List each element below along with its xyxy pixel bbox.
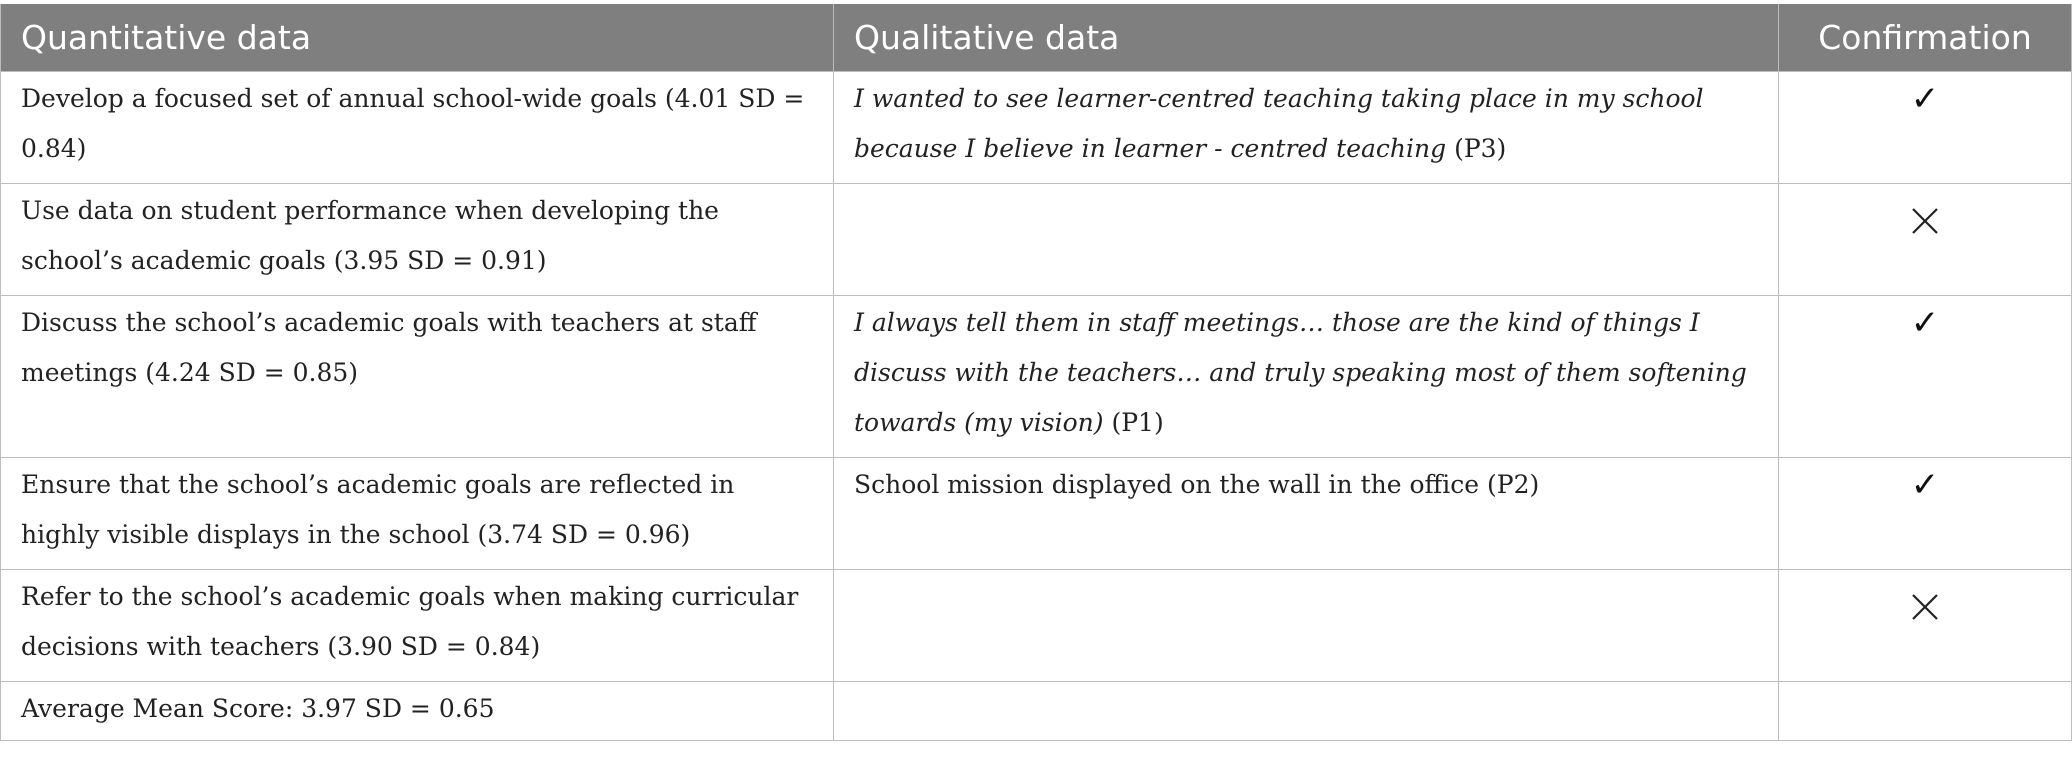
check-icon: ✓ (1910, 303, 1940, 343)
header-quantitative: Quantitative data (1, 4, 834, 72)
confirmation-cell (1779, 682, 2072, 741)
quantitative-cell: Refer to the school’s academic goals when making curricular decisions with teachers (3.90 SD = 0.84) (1, 570, 834, 682)
qualitative-cell (834, 682, 1779, 741)
table-header (1, 4, 2072, 72)
qualitative-cell (834, 184, 1779, 296)
table-row (1, 184, 2072, 296)
results-table (0, 4, 2072, 741)
qualitative-cell (834, 458, 1779, 570)
table-row (1, 72, 2072, 184)
cross-icon (1911, 588, 1939, 638)
qualitative-cell (834, 570, 1779, 682)
quantitative-cell: Use data on student performance when developing the school’s academic goals (3.95 SD = 0.91) (1, 184, 834, 296)
header-qualitative: Qualitative data (834, 4, 1779, 72)
quantitative-cell: Discuss the school’s academic goals with teachers at staff meetings (4.24 SD = 0.85) (1, 296, 834, 458)
table-body (1, 72, 2072, 741)
qualitative-reference: School mission displayed on the wall in the office (P2) (854, 470, 1540, 499)
confirmation-cell (1779, 458, 2072, 570)
qualitative-reference: (P1) (1103, 408, 1164, 437)
confirmation-cell (1779, 296, 2072, 458)
check-icon: ✓ (1910, 79, 1940, 119)
qualitative-cell (834, 296, 1779, 458)
check-icon: ✓ (1910, 465, 1940, 505)
header-row (1, 4, 2072, 72)
qualitative-quote: I wanted to see learner-centred teaching taking place in my school because I believe in learner - centred teaching (854, 84, 1704, 163)
confirmation-cell (1779, 184, 2072, 296)
confirmation-cell (1779, 72, 2072, 184)
table-row (1, 458, 2072, 570)
header-confirmation: Confirmation (1779, 4, 2072, 72)
cross-icon (1911, 202, 1939, 252)
table-row (1, 682, 2072, 741)
confirmation-cell (1779, 570, 2072, 682)
quantitative-cell: Average Mean Score: 3.97 SD = 0.65 (1, 682, 834, 741)
qualitative-reference: (P3) (1446, 134, 1507, 163)
quantitative-cell: Develop a focused set of annual school-wide goals (4.01 SD = 0.84) (1, 72, 834, 184)
qualitative-quote: I always tell them in staff meetings… those are the kind of things I discuss with the teachers… and truly speaking most of them softening towards (my vision) (854, 308, 1747, 437)
table-row (1, 296, 2072, 458)
quantitative-cell: Ensure that the school’s academic goals are reflected in highly visible displays in the school (3.74 SD = 0.96) (1, 458, 834, 570)
table-row (1, 570, 2072, 682)
qualitative-cell (834, 72, 1779, 184)
